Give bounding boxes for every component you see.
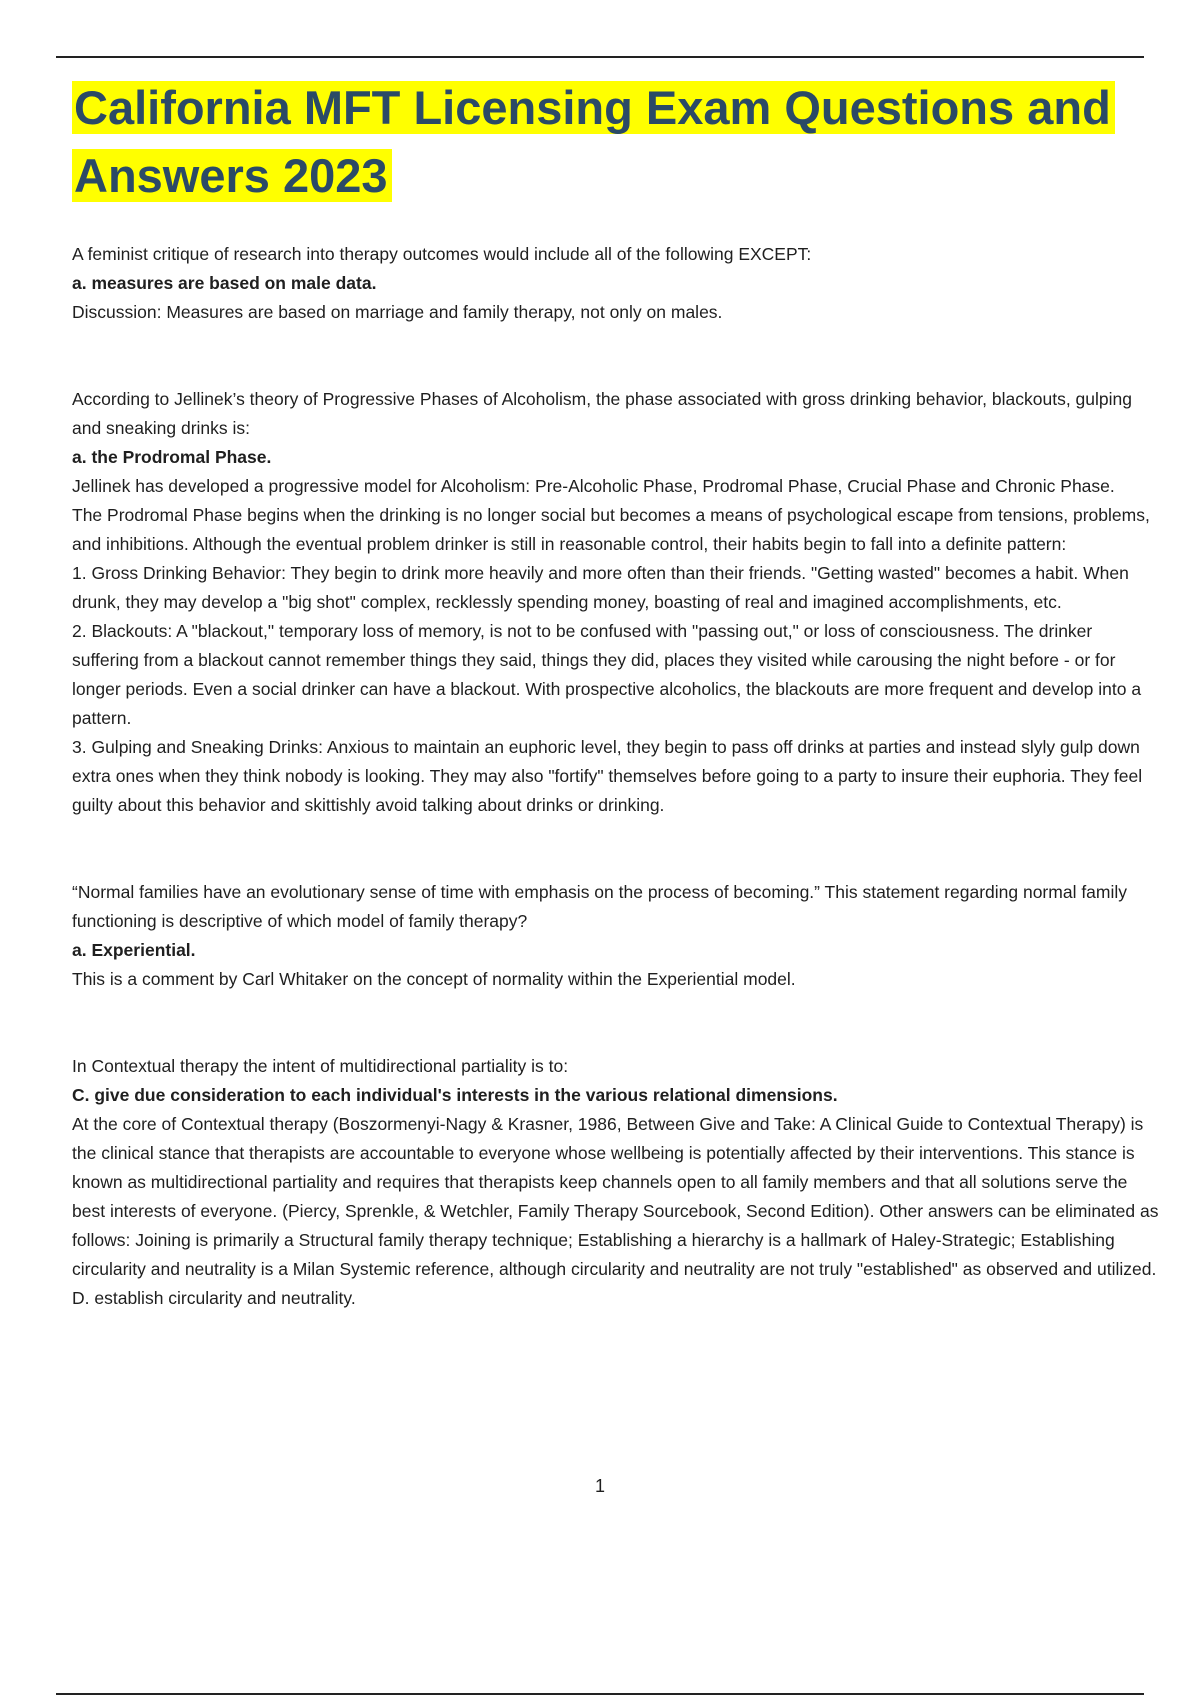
question-block-4 (72, 1052, 1160, 1313)
answer-text: C. give due consideration to each individual's interests in the various relational dimensions. (72, 1085, 838, 1105)
explanation-text: Jellinek has developed a progressive model for Alcoholism: Pre-Alcoholic Phase, Prodromal Phase, Crucial Phase and Chronic Phase. (72, 476, 1115, 496)
explanation-text: This is a comment by Carl Whitaker on the concept of normality within the Experiential model. (72, 969, 796, 989)
answer-text: a. the Prodromal Phase. (72, 447, 272, 467)
top-rule (56, 56, 1144, 58)
question-text: In Contextual therapy the intent of multidirectional partiality is to: (72, 1056, 569, 1076)
title-highlight: California MFT Licensing Exam Questions and Answers 2023 (72, 81, 1115, 202)
question-text: According to Jellinek’s theory of Progressive Phases of Alcoholism, the phase associated with gross drinking behavior, blackouts, gulping and sneaking drinks is: (72, 389, 1132, 438)
question-text: “Normal families have an evolutionary sense of time with emphasis on the process of becoming.” This statement regarding normal family functioning is descriptive of which model of family therapy? (72, 882, 1128, 931)
question-text: A feminist critique of research into therapy outcomes would include all of the following EXCEPT: (72, 244, 812, 264)
page-title (72, 74, 1160, 210)
question-block-3 (72, 878, 1160, 994)
explanation-text: The Prodromal Phase begins when the drinking is no longer social but becomes a means of psychological escape from tensions, problems, and inhibitions. Although the eventual problem drinker is still in reasonable control, their habits begin to fall into a definite pattern: (72, 505, 1150, 554)
explanation-text: At the core of Contextual therapy (Boszormenyi-Nagy & Krasner, 1986, Between Give and Take: A Clinical Guide to Contextual Therapy) is the clinical stance that therapists are accountable to everyone whose wellbeing is potentially affected by their interventions. This stance is known as multidirectional partiality and requires that therapists keep channels open to all family members and that all solutions serve the best interests of everyone. (Piercy, Sprenkle, & Wetchler, Family Therapy Sourcebook, Second Edition). Other answers can be eliminated as follows: Joining is primarily a Structural family therapy technique; Establishing a hierarchy is a hallmark of Haley-Strategic; Establishing circularity and neutrality is a Milan Systemic reference, although circularity and neutrality are not truly "established" as observed and utilized. (72, 1114, 1159, 1279)
explanation-list-item: 1. Gross Drinking Behavior: They begin to drink more heavily and more often than their friends. "Getting wasted" becomes a habit. When drunk, they may develop a "big shot" complex, recklessly spending money, boasting of real and imagined accomplishments, etc. (72, 563, 1129, 612)
bottom-rule (56, 1693, 1144, 1695)
explanation-list-item: 2. Blackouts: A "blackout," temporary loss of memory, is not to be confused with "passing out," or loss of consciousness. The drinker suffering from a blackout cannot remember things they said, things they did, places they visited while carousing the night before - or for longer periods. Even a social drinker can have a blackout. With prospective alcoholics, the blackouts are more frequent and develop into a pattern. (72, 621, 1142, 728)
page-number: 1 (594, 1476, 605, 1496)
explanation-text: D. establish circularity and neutrality. (72, 1288, 356, 1308)
question-block-1 (72, 240, 1160, 327)
explanation-list-item: 3. Gulping and Sneaking Drinks: Anxious to maintain an euphoric level, they begin to pass off drinks at parties and instead slyly gulp down extra ones when they think nobody is looking. They may also "fortify" themselves before going to a party to insure their euphoria. They feel guilty about this behavior and skittishly avoid talking about drinks or drinking. (72, 737, 1143, 815)
explanation-text: Discussion: Measures are based on marriage and family therapy, not only on males. (72, 302, 723, 322)
answer-text: a. Experiential. (72, 940, 196, 960)
question-block-2 (72, 385, 1160, 820)
document-body (72, 74, 1160, 1313)
answer-text: a. measures are based on male data. (72, 273, 377, 293)
